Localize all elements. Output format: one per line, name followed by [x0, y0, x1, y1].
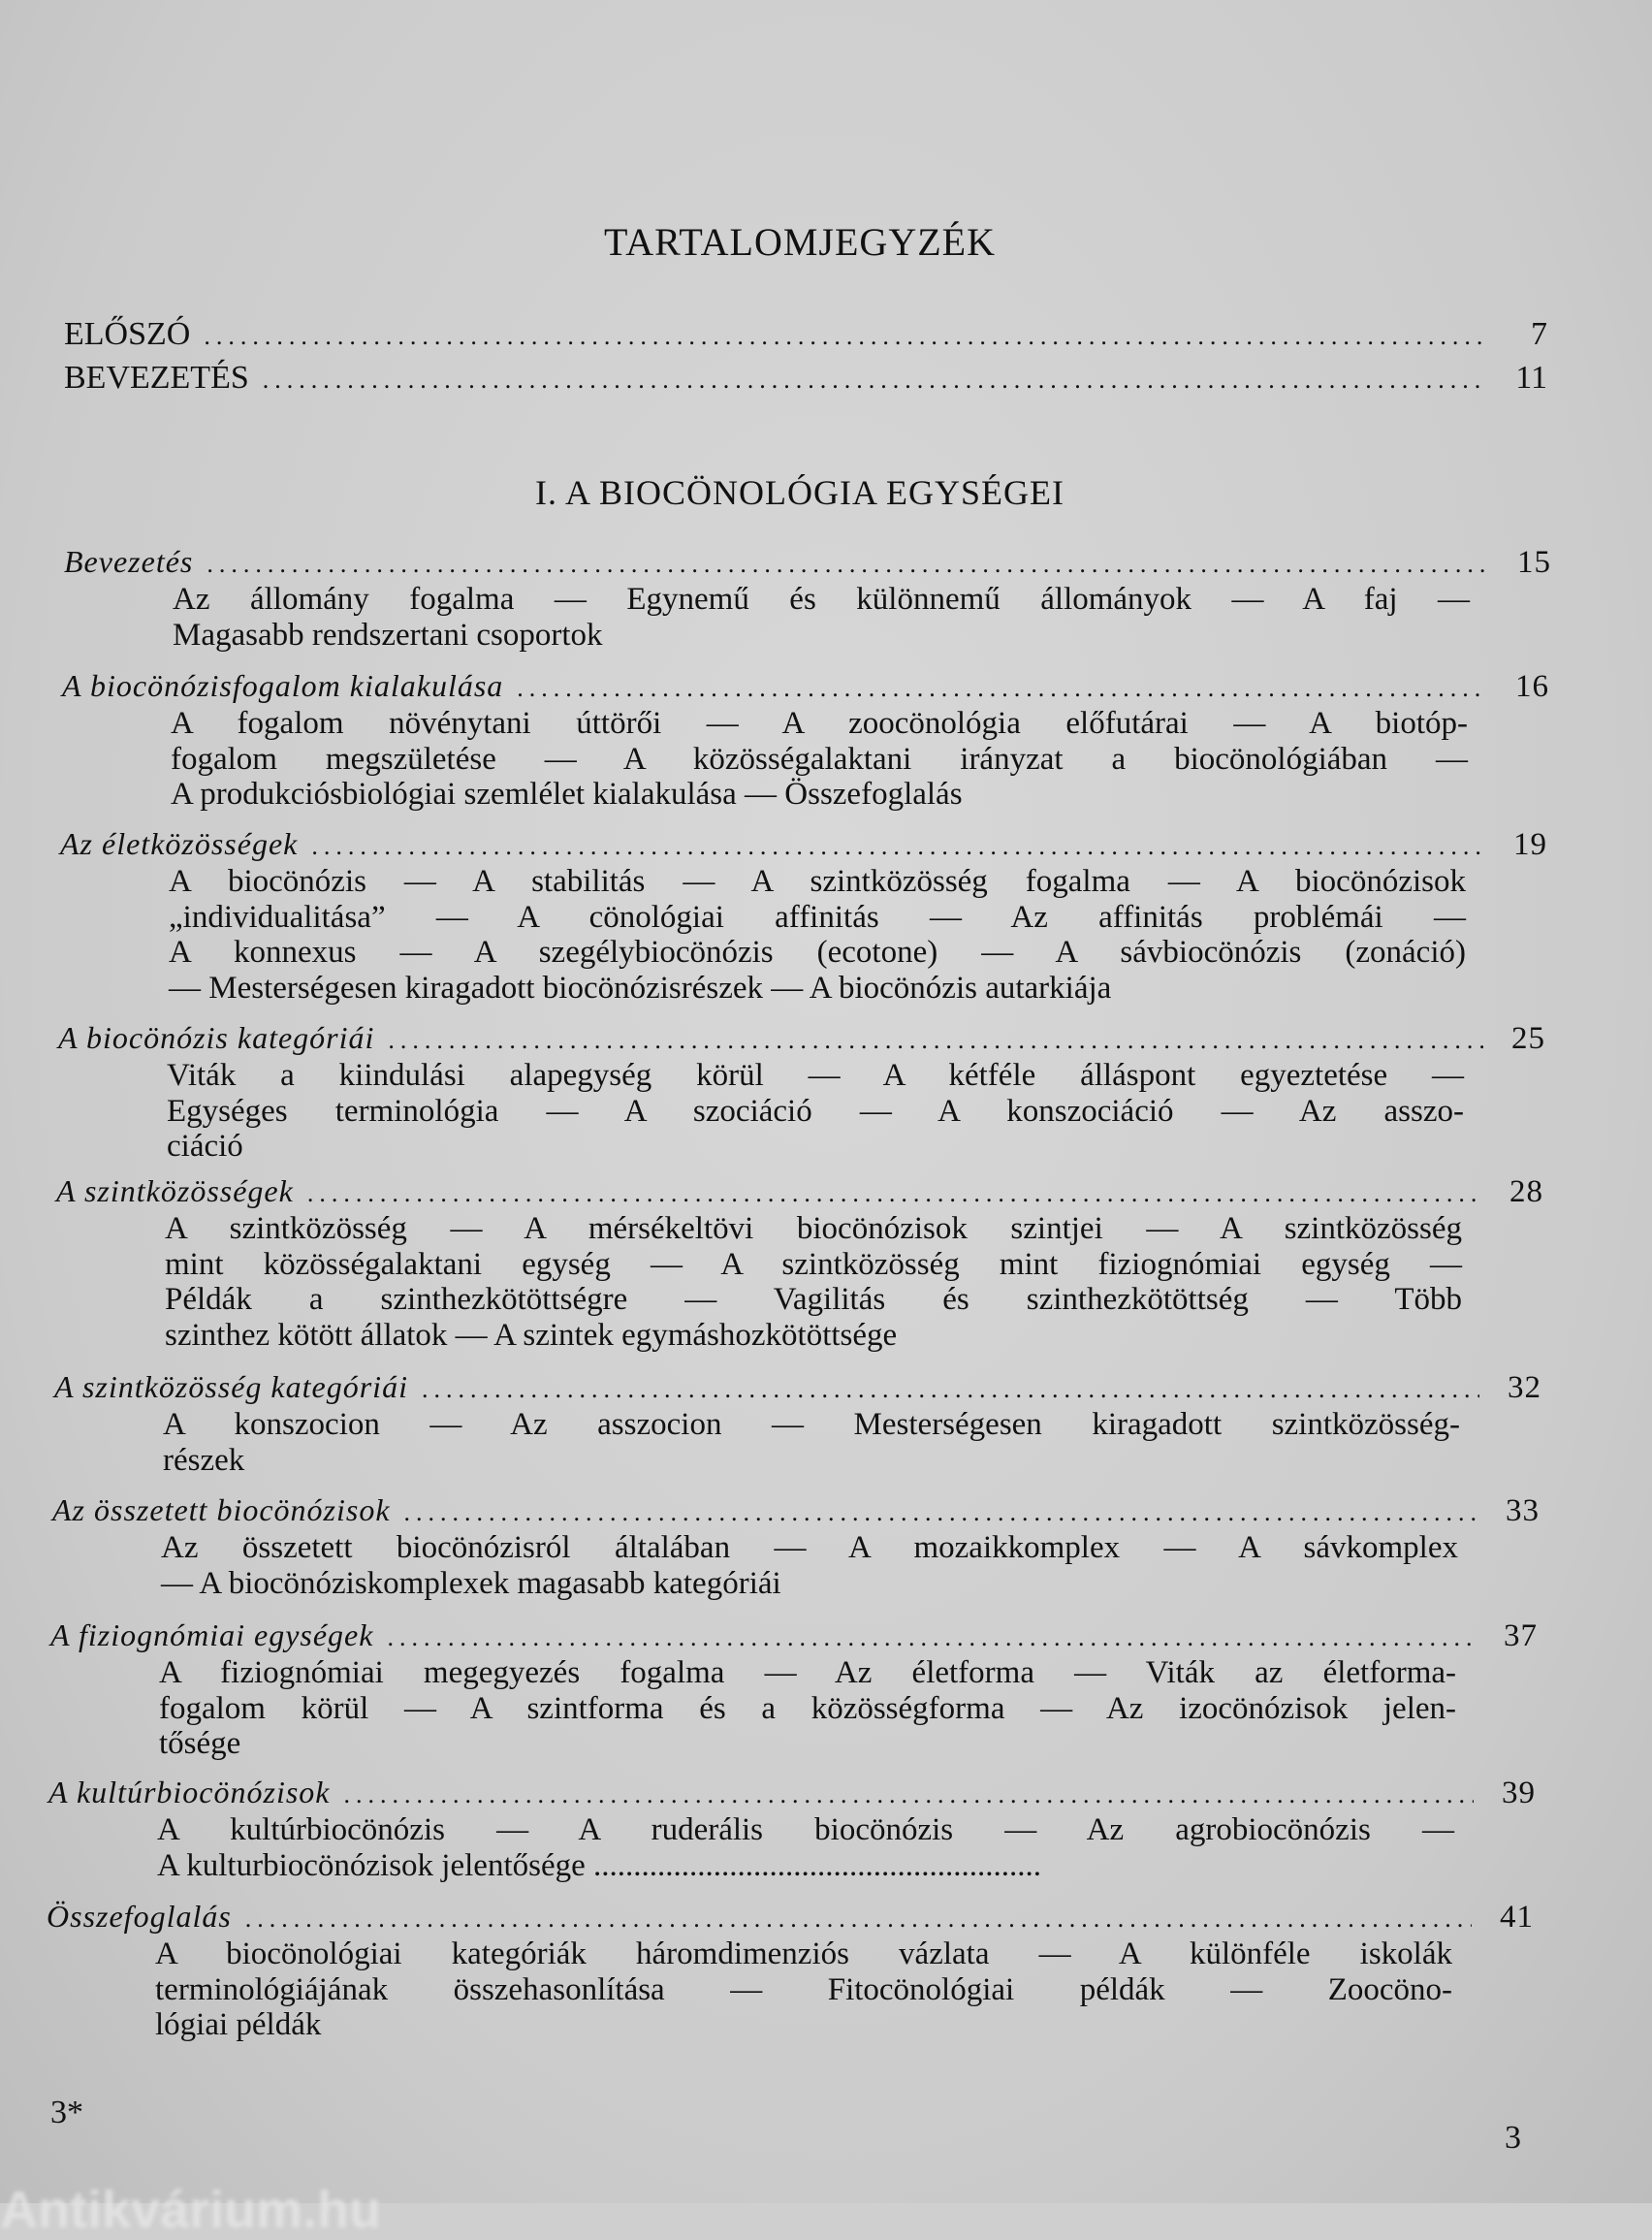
toc-entry: [50, 1617, 1538, 1762]
dot-leader: [263, 362, 1485, 399]
page-title: TARTALOMJEGYZÉK: [604, 220, 996, 264]
dot-leader: [245, 1902, 1472, 1936]
toc-entry: [58, 1020, 1545, 1165]
subtopic-line: — Mesterségesen kiragadott biocönózisrészek — A biocönózis autarkiája: [169, 970, 1112, 1006]
subtopic-line: lógiai példák: [155, 2007, 322, 2042]
dot-leader: [204, 318, 1485, 355]
entry-page: 16: [1515, 669, 1549, 704]
entry-heading: [52, 1492, 1540, 1530]
section-title: I. A BIOCÖNOLÓGIA EGYSÉGEI: [535, 473, 1064, 512]
entry-title: Az életközösségek: [60, 826, 299, 861]
entry-title: A biocönózis kategóriái: [58, 1020, 375, 1055]
toc-entry: [52, 1492, 1540, 1601]
toc-entry: [48, 1775, 1536, 1883]
subtopic-line: A produkciósbiológiai szemlélet kialakulása — Összefoglalás: [171, 777, 963, 812]
subtopic-line: A konszocion — Az asszocion — Mesterségesen kiragadott szintközösség-: [163, 1407, 1460, 1442]
entry-heading: [60, 826, 1547, 864]
subtopic-line: fogalom megszületése — A közösségalaktani irányzat a biocönológiában —: [171, 741, 1468, 777]
entry-page: 32: [1508, 1370, 1541, 1405]
toc-front-entry: [64, 360, 1547, 399]
subtopic-line: „individualitása” — A cönológiai affinitás — Az affinitás problémái —: [169, 899, 1466, 935]
subtopic-line: A kultúrbiocönózis — A ruderális biocönózis — Az agrobiocönózis —: [157, 1812, 1454, 1847]
subtopic-line: szinthez kötött állatok — A szintek egymáshozkötöttsége: [165, 1317, 898, 1353]
entry-page: 28: [1509, 1174, 1543, 1209]
toc-entry: [56, 1173, 1543, 1353]
subtopic-line: Az állomány fogalma — Egynemű és különnemű állományok — A faj —: [173, 582, 1470, 617]
entry-heading: [48, 1775, 1536, 1812]
toc-entry: [54, 1369, 1541, 1478]
entry-title: A kultúrbiocönózisok: [48, 1775, 331, 1809]
entry-label: ELŐSZÓ: [64, 316, 191, 352]
entry-page: 11: [1515, 360, 1547, 396]
entry-label: BEVEZETÉS: [64, 360, 249, 396]
entry-subtopics: [157, 1812, 1454, 1883]
entry-subtopics: [161, 1530, 1458, 1601]
subtopic-line: A szintközösség — A mérsékeltövi biocönózisok szintjei — A szintközösség: [165, 1211, 1462, 1246]
entry-subtopics: [165, 1211, 1462, 1353]
dot-leader: [344, 1777, 1475, 1812]
toc-entry: [64, 544, 1551, 653]
subtopic-line: tősége: [159, 1726, 241, 1761]
subtopic-line: Egységes terminológia — A szociáció — A konszociáció — Az asszo-: [167, 1093, 1464, 1129]
entry-heading: [64, 544, 1551, 582]
entry-subtopics: [155, 1936, 1452, 2043]
entry-title: A biocönózisfogalom kialakulása: [62, 668, 504, 703]
entry-subtopics: [173, 582, 1470, 653]
signature-mark: 3*: [50, 2095, 83, 2130]
subtopic-line: A fiziognómiai megegyezés fogalma — Az életforma — Viták az életforma-: [159, 1655, 1456, 1690]
subtopic-line: — A biocönóziskomplexek magasabb kategóriái: [161, 1565, 781, 1601]
entry-subtopics: [159, 1655, 1456, 1762]
entry-heading: [58, 1020, 1545, 1058]
page-number: 3: [1505, 2120, 1521, 2156]
dot-leader: [404, 1495, 1477, 1530]
dot-leader: [311, 829, 1485, 864]
entry-subtopics: [167, 1058, 1464, 1165]
subtopic-line: A fogalom növénytani úttörői — A zoocönológia előfutárai — A biotóp-: [171, 706, 1468, 741]
watermark: Antikvárium.hu: [0, 2181, 382, 2239]
dot-leader: [388, 1023, 1483, 1058]
entry-page: 15: [1517, 545, 1551, 580]
dot-leader: [206, 547, 1489, 582]
dot-leader: [387, 1620, 1476, 1655]
entry-title: A szintközösség kategóriái: [54, 1369, 408, 1404]
subtopic-line: fogalom körül — A szintforma és a közösségforma — Az izocönózisok jelen-: [159, 1690, 1456, 1726]
subtopic-line: A konnexus — A szegélybiocönózis (ecotone) — A sávbiocönózis (zonáció): [169, 935, 1466, 970]
entry-heading: [56, 1173, 1543, 1211]
entry-page: 39: [1502, 1776, 1536, 1810]
entry-title: Az összetett biocönózisok: [52, 1492, 391, 1527]
entry-subtopics: [169, 864, 1466, 1006]
entry-heading: [50, 1617, 1538, 1655]
entry-page: 7: [1531, 316, 1547, 352]
entry-page: 41: [1500, 1900, 1534, 1935]
dot-leader: [517, 671, 1487, 706]
subtopic-line: mint közösségalaktani egység — A szintközösség mint fiziognómiai egység —: [165, 1246, 1462, 1282]
dot-leader: [307, 1176, 1481, 1211]
subtopic-line: A kulturbiocönózisok jelentősége ........................................................: [157, 1847, 1041, 1883]
entry-title: Összefoglalás: [47, 1899, 232, 1934]
entry-heading: [54, 1369, 1541, 1407]
toc-entry: [47, 1899, 1534, 2043]
entry-subtopics: [163, 1407, 1460, 1478]
subtopic-line: Az összetett biocönózisról általában — A mozaikkomplex — A sávkomplex: [161, 1530, 1458, 1565]
subtopic-line: Példák a szinthezkötöttségre — Vagilitás és szinthezkötöttség — Több: [165, 1282, 1462, 1317]
toc-entry: [62, 668, 1549, 813]
entry-page: 19: [1513, 827, 1547, 862]
subtopic-line: Magasabb rendszertani csoportok: [173, 617, 603, 653]
dot-leader: [422, 1372, 1479, 1407]
entry-title: Bevezetés: [64, 544, 194, 579]
entry-title: A fiziognómiai egységek: [50, 1617, 374, 1652]
entry-heading: [62, 668, 1549, 706]
subtopic-line: részek: [163, 1442, 245, 1478]
entry-page: 33: [1506, 1493, 1540, 1528]
subtopic-line: A biocönózis — A stabilitás — A szintközösség fogalma — A biocönózisok: [169, 864, 1466, 899]
entry-page: 25: [1511, 1021, 1545, 1056]
toc-entry: [60, 826, 1547, 1006]
entry-page: 37: [1504, 1618, 1538, 1653]
entry-title: A szintközösségek: [56, 1173, 294, 1208]
subtopic-line: A biocönológiai kategóriák háromdimenziós vázlata — A különféle iskolák: [155, 1936, 1452, 1971]
entry-heading: [47, 1899, 1534, 1936]
subtopic-line: Viták a kiindulási alapegység körül — A kétféle álláspont egyeztetése —: [167, 1058, 1464, 1093]
subtopic-line: terminológiájának összehasonlítása — Fitocönológiai példák — Zoocöno-: [155, 1971, 1452, 2007]
toc-front-entry: [64, 316, 1547, 355]
subtopic-line: ciáció: [167, 1129, 243, 1164]
entry-subtopics: [171, 706, 1468, 813]
